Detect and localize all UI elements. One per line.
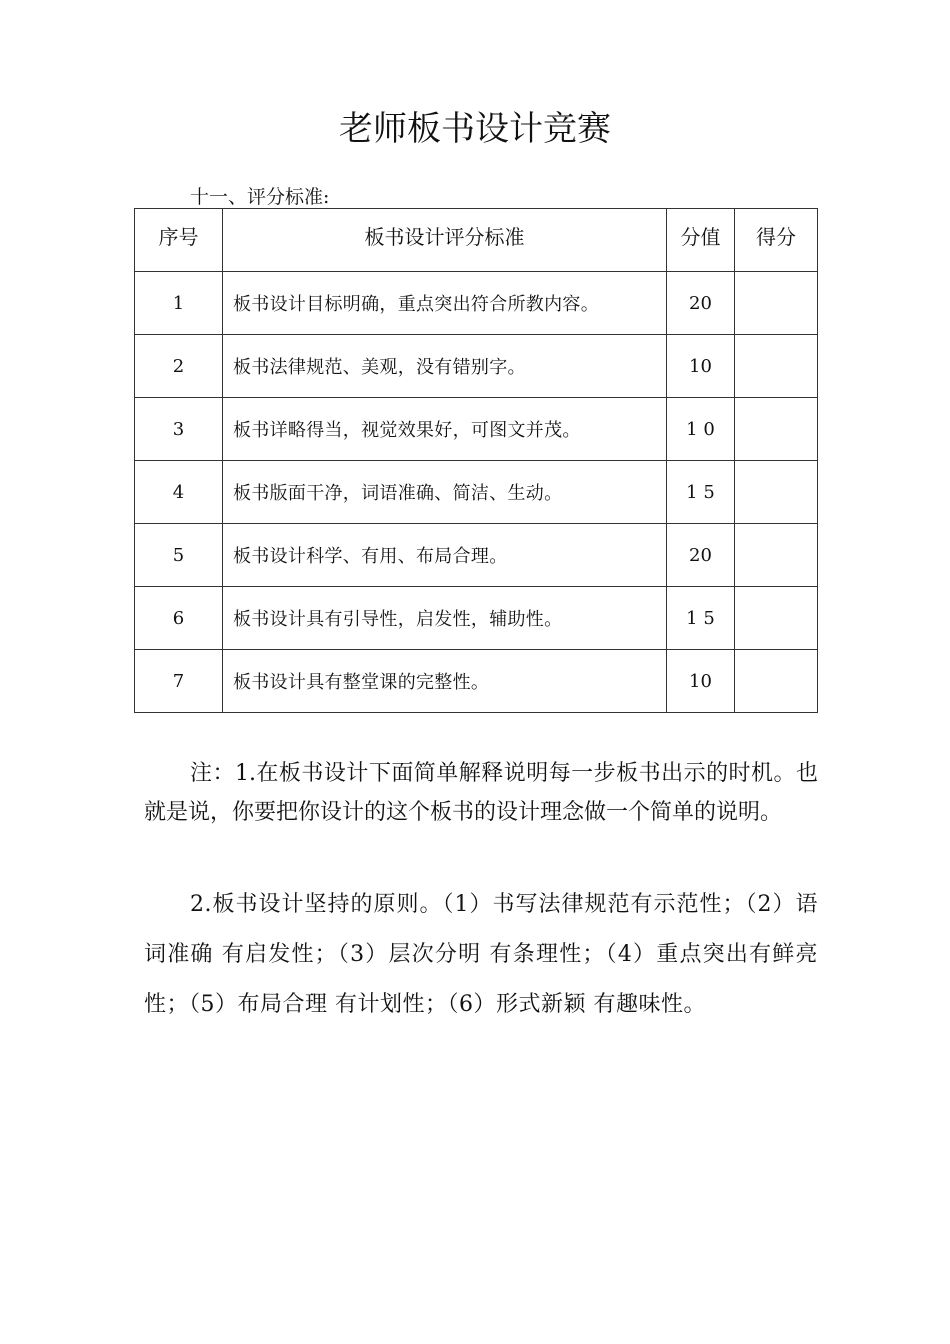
row-value: 1 5 <box>667 461 735 524</box>
section-heading: 十一、评分标准: <box>190 186 330 208</box>
row-criteria: 板书设计科学、有用、布局合理。 <box>223 524 667 587</box>
table-row <box>135 461 818 524</box>
header-criteria: 板书设计评分标准 <box>223 209 667 272</box>
table-row <box>135 524 818 587</box>
row-value: 20 <box>667 272 735 335</box>
row-score <box>735 398 818 461</box>
row-number: 6 <box>135 587 223 650</box>
row-score <box>735 587 818 650</box>
row-number: 1 <box>135 272 223 335</box>
row-criteria: 板书设计具有整堂课的完整性。 <box>223 650 667 713</box>
row-value: 10 <box>667 335 735 398</box>
row-value: 1 5 <box>667 587 735 650</box>
page-title: 老师板书设计竞赛 <box>339 109 611 149</box>
header-value: 分值 <box>667 209 735 272</box>
row-number: 4 <box>135 461 223 524</box>
row-value: 20 <box>667 524 735 587</box>
table-row <box>135 272 818 335</box>
note-paragraph-2: 2.板书设计坚持的原则。（1）书写法律规范有示范性；（2）语词准确 有启发性；（3）层次分明 有条理性；（4）重点突出有鲜亮性；（5）布局合理 有计划性；（6）形式新颖 有趣味性。 <box>144 892 818 1017</box>
row-criteria: 板书设计目标明确，重点突出符合所教内容。 <box>223 272 667 335</box>
row-criteria: 板书法律规范、美观，没有错别字。 <box>223 335 667 398</box>
table-row <box>135 398 818 461</box>
row-number: 7 <box>135 650 223 713</box>
note-paragraph-1: 注：1.在板书设计下面简单解释说明每一步板书出示的时机。也就是说，你要把你设计的这个板书的设计理念做一个简单的说明。 <box>144 761 818 825</box>
header-no: 序号 <box>135 209 223 272</box>
scoring-table <box>134 208 818 713</box>
row-score <box>735 461 818 524</box>
row-score <box>735 335 818 398</box>
row-score <box>735 524 818 587</box>
table-row <box>135 587 818 650</box>
row-score <box>735 650 818 713</box>
row-score <box>735 272 818 335</box>
row-value: 10 <box>667 650 735 713</box>
row-number: 3 <box>135 398 223 461</box>
table-row <box>135 335 818 398</box>
row-criteria: 板书版面干净，词语准确、简洁、生动。 <box>223 461 667 524</box>
row-number: 5 <box>135 524 223 587</box>
header-score: 得分 <box>735 209 818 272</box>
table-row <box>135 650 818 713</box>
row-criteria: 板书设计具有引导性，启发性，辅助性。 <box>223 587 667 650</box>
row-number: 2 <box>135 335 223 398</box>
row-criteria: 板书详略得当，视觉效果好，可图文并茂。 <box>223 398 667 461</box>
row-value: 1 0 <box>667 398 735 461</box>
table-header-row <box>135 209 818 272</box>
